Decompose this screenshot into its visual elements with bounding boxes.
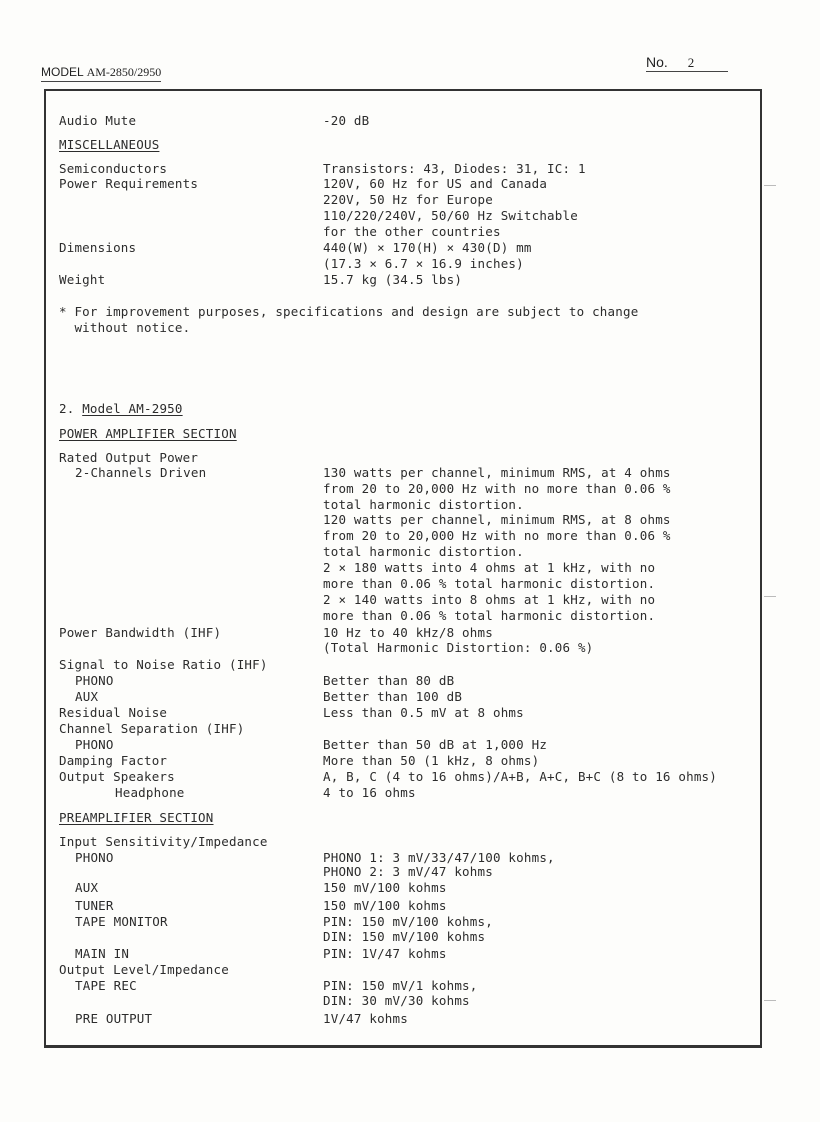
- page-number-value: 2: [687, 55, 695, 70]
- output-level-label: Output Level/Impedance: [59, 962, 229, 977]
- weight-label: Weight: [59, 272, 106, 287]
- sep-phono-value: Better than 50 dB at 1,000 Hz: [323, 737, 548, 752]
- rated-output-line: from 20 to 20,000 Hz with no more than 0.06 %: [323, 528, 671, 543]
- power-req-line: 220V, 50 Hz for Europe: [323, 192, 493, 207]
- dimensions-line: 440(W) × 170(H) × 430(D) mm: [323, 240, 532, 255]
- power-req-line: 110/220/240V, 50/60 Hz Switchable: [323, 208, 578, 223]
- power-req-label: Power Requirements: [59, 176, 199, 191]
- snr-label: Signal to Noise Ratio (IHF): [59, 657, 268, 672]
- dimensions-label: Dimensions: [59, 240, 137, 255]
- misc-heading: MISCELLANEOUS: [59, 137, 160, 152]
- section-title: [59, 401, 183, 417]
- section-number: 2.: [59, 401, 83, 416]
- snr-aux-label: AUX: [75, 689, 99, 704]
- rated-output-line: 2 × 140 watts into 8 ohms at 1 kHz, with no: [323, 592, 656, 607]
- damping-factor-label: Damping Factor: [59, 753, 168, 768]
- dimensions-line: (17.3 × 6.7 × 16.9 inches): [323, 256, 524, 271]
- input-aux-label: AUX: [75, 880, 99, 895]
- rated-output-line: 120 watts per channel, minimum RMS, at 8 ohms: [323, 512, 671, 527]
- rated-output-line: 2 × 180 watts into 4 ohms at 1 kHz, with no: [323, 560, 656, 575]
- channel-separation-label: Channel Separation (IHF): [59, 721, 245, 736]
- rated-output-line: total harmonic distortion.: [323, 497, 524, 512]
- input-tape-monitor-label: TAPE MONITOR: [75, 914, 168, 929]
- damping-factor-value: More than 50 (1 kHz, 8 ohms): [323, 753, 540, 768]
- residual-noise-value: Less than 0.5 mV at 8 ohms: [323, 705, 524, 720]
- power-req-line: 120V, 60 Hz for US and Canada: [323, 176, 548, 191]
- snr-phono-label: PHONO: [75, 673, 114, 688]
- headphone-label: Headphone: [115, 785, 185, 800]
- rated-output-line: more than 0.06 % total harmonic distortion.: [323, 576, 656, 591]
- page-number-label: No.: [646, 54, 668, 70]
- input-sensitivity-label: Input Sensitivity/Impedance: [59, 834, 268, 849]
- output-tape-rec-label: TAPE REC: [75, 978, 137, 993]
- output-tape-rec-line: DIN: 30 mV/30 kohms: [323, 993, 470, 1008]
- power-bandwidth-line: (Total Harmonic Distortion: 0.06 %): [323, 640, 594, 655]
- input-phono-line: PHONO 1: 3 mV/33/47/100 kohms,: [323, 850, 555, 865]
- preamp-heading: PREAMPLIFIER SECTION: [59, 810, 214, 825]
- model-number: AM-2850/2950: [86, 65, 162, 79]
- input-phono-line: PHONO 2: 3 mV/47 kohms: [323, 864, 493, 879]
- rated-output-line: from 20 to 20,000 Hz with no more than 0.06 %: [323, 481, 671, 496]
- audio-mute-label: Audio Mute: [59, 113, 137, 128]
- semiconductors-value: Transistors: 43, Diodes: 31, IC: 1: [323, 161, 586, 176]
- power-bandwidth-line: 10 Hz to 40 kHz/8 ohms: [323, 625, 493, 640]
- output-speakers-value: A, B, C (4 to 16 ohms)/A+B, A+C, B+C (8 to 16 ohms): [323, 769, 718, 784]
- audio-mute-value: -20 dB: [323, 113, 370, 128]
- input-tuner-label: TUNER: [75, 898, 114, 913]
- snr-aux-value: Better than 100 dB: [323, 689, 463, 704]
- input-tuner-value: 150 mV/100 kohms: [323, 898, 447, 913]
- input-aux-value: 150 mV/100 kohms: [323, 880, 447, 895]
- output-tape-rec-line: PIN: 150 mV/1 kohms,: [323, 978, 478, 993]
- semiconductors-label: Semiconductors: [59, 161, 168, 176]
- rated-output-line: more than 0.06 % total harmonic distortion.: [323, 608, 656, 623]
- page-number: [646, 54, 728, 72]
- output-speakers-label: Output Speakers: [59, 769, 175, 784]
- input-main-in-value: PIN: 1V/47 kohms: [323, 946, 447, 961]
- model-label: MODEL: [41, 65, 84, 79]
- input-phono-label: PHONO: [75, 850, 114, 865]
- snr-phono-value: Better than 80 dB: [323, 673, 455, 688]
- output-pre-output-label: PRE OUTPUT: [75, 1011, 153, 1026]
- model-header: [41, 65, 161, 82]
- output-pre-output-value: 1V/47 kohms: [323, 1011, 408, 1026]
- rated-output-line: 130 watts per channel, minimum RMS, at 4 ohms: [323, 465, 671, 480]
- power-bandwidth-label: Power Bandwidth (IHF): [59, 625, 222, 640]
- sep-phono-label: PHONO: [75, 737, 114, 752]
- section-title-text: Model AM-2950: [82, 401, 183, 416]
- rated-output-line: total harmonic distortion.: [323, 544, 524, 559]
- input-tape-monitor-line: PIN: 150 mV/100 kohms,: [323, 914, 493, 929]
- input-tape-monitor-line: DIN: 150 mV/100 kohms: [323, 929, 486, 944]
- power-req-line: for the other countries: [323, 224, 501, 239]
- weight-value: 15.7 kg (34.5 lbs): [323, 272, 463, 287]
- headphone-value: 4 to 16 ohms: [323, 785, 416, 800]
- input-main-in-label: MAIN IN: [75, 946, 130, 961]
- note-line: * For improvement purposes, specifications and design are subject to change: [59, 304, 639, 319]
- two-channels-label: 2-Channels Driven: [75, 465, 207, 480]
- rated-output-label: Rated Output Power: [59, 450, 199, 465]
- residual-noise-label: Residual Noise: [59, 705, 168, 720]
- power-amp-heading: POWER AMPLIFIER SECTION: [59, 426, 237, 441]
- note-line: without notice.: [59, 320, 191, 335]
